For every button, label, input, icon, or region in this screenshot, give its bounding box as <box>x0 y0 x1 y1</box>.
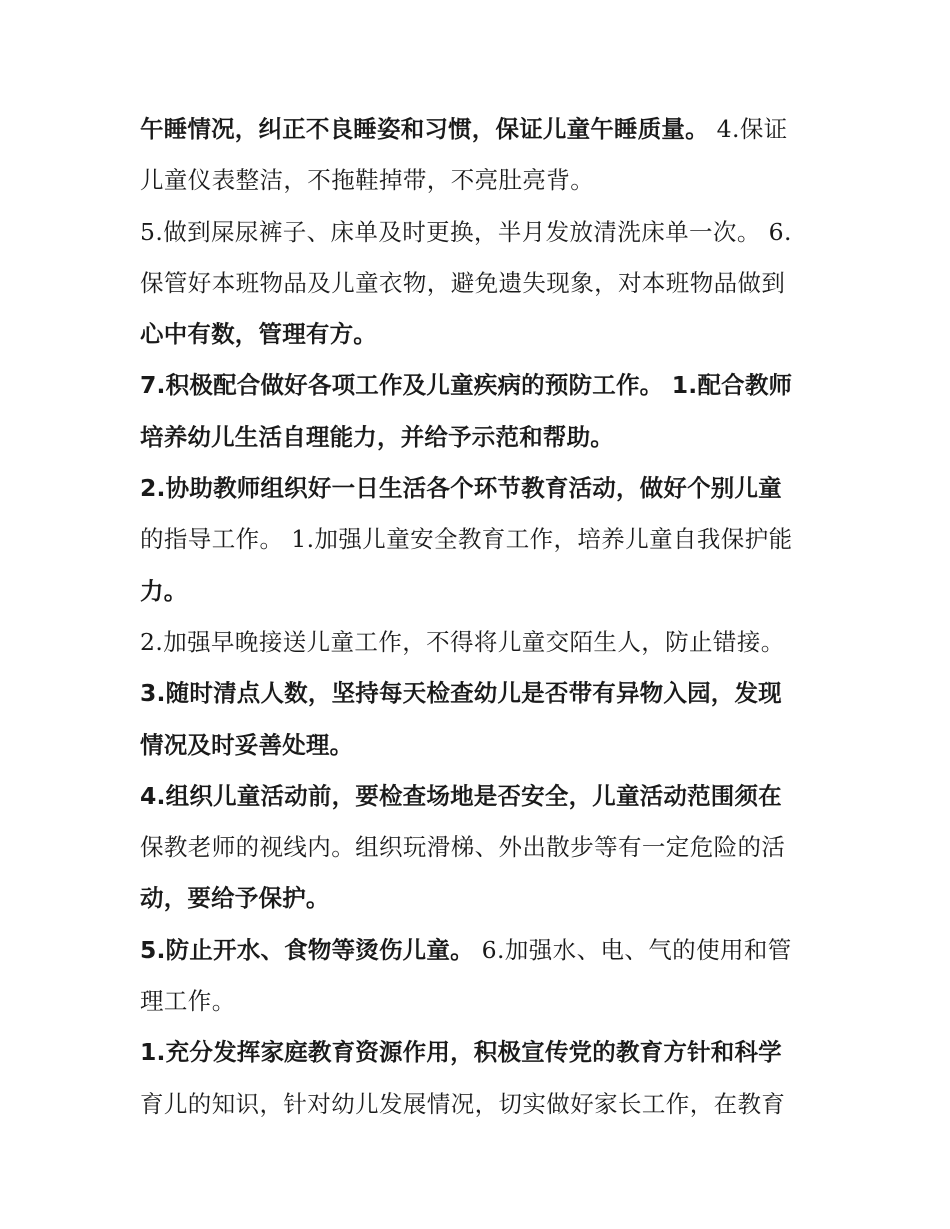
text-line-1 <box>140 104 830 155</box>
text-line-4: 保管好本班物品及儿童衣物，避免遗失现象，对本班物品做到 <box>140 268 786 297</box>
text-line-15: 保教老师的视线内。组织玩滑梯、外出散步等有一定危险的活 <box>140 833 786 862</box>
text-line-1-part-b: 4.保证 <box>708 115 788 143</box>
text-line-11: 2.加强早晚接送儿童工作，不得将儿童交陌生人，防止错接。 <box>140 627 785 656</box>
text-line-1-part-a: 午睡情况，纠正不良睡姿和习惯，保证儿童午睡质量。 <box>140 115 709 143</box>
text-line-10: 力。 <box>140 576 188 605</box>
text-line-17 <box>140 925 830 976</box>
text-line-8: 2.协助教师组织好一日生活各个环节教育活动，做好个别儿童 <box>140 474 782 503</box>
text-line-12: 3.随时清点人数，坚持每天检查幼儿是否带有异物入园，发现 <box>140 679 782 708</box>
text-line-9: 的指导工作。 1.加强儿童安全教育工作，培养儿童自我保护能 <box>140 525 793 554</box>
text-line-19: 1.充分发挥家庭教育资源作用，积极宣传党的教育方针和科学 <box>140 1038 782 1067</box>
text-line-18: 理工作。 <box>140 987 236 1016</box>
text-line-17-part-a: 5.防止开水、食物等烫伤儿童。 <box>140 935 474 964</box>
text-line-3: 5.做到屎尿裤子、床单及时更换，半月发放清洗床单一次。 6. <box>140 217 792 246</box>
body-text <box>140 104 830 1130</box>
text-line-7: 培养幼儿生活自理能力，并给予示范和帮助。 <box>140 422 614 451</box>
text-line-17-part-b: 6.加强水、电、气的使用和管 <box>473 935 792 964</box>
text-line-16: 动，要给予保护。 <box>140 884 330 913</box>
text-line-13: 情况及时妥善处理。 <box>140 730 354 759</box>
text-line-20: 育儿的知识，针对幼儿发展情况，切实做好家长工作，在教育 <box>140 1089 786 1118</box>
text-line-14: 4.组织儿童活动前，要检查场地是否安全，儿童活动范围须在 <box>140 781 782 810</box>
text-line-6: 7.积极配合做好各项工作及儿童疾病的预防工作。 1.配合教师 <box>140 371 793 400</box>
text-line-2: 儿童仪表整洁，不拖鞋掉带，不亮肚亮背。 <box>140 166 595 195</box>
text-line-5: 心中有数，管理有方。 <box>140 320 377 349</box>
